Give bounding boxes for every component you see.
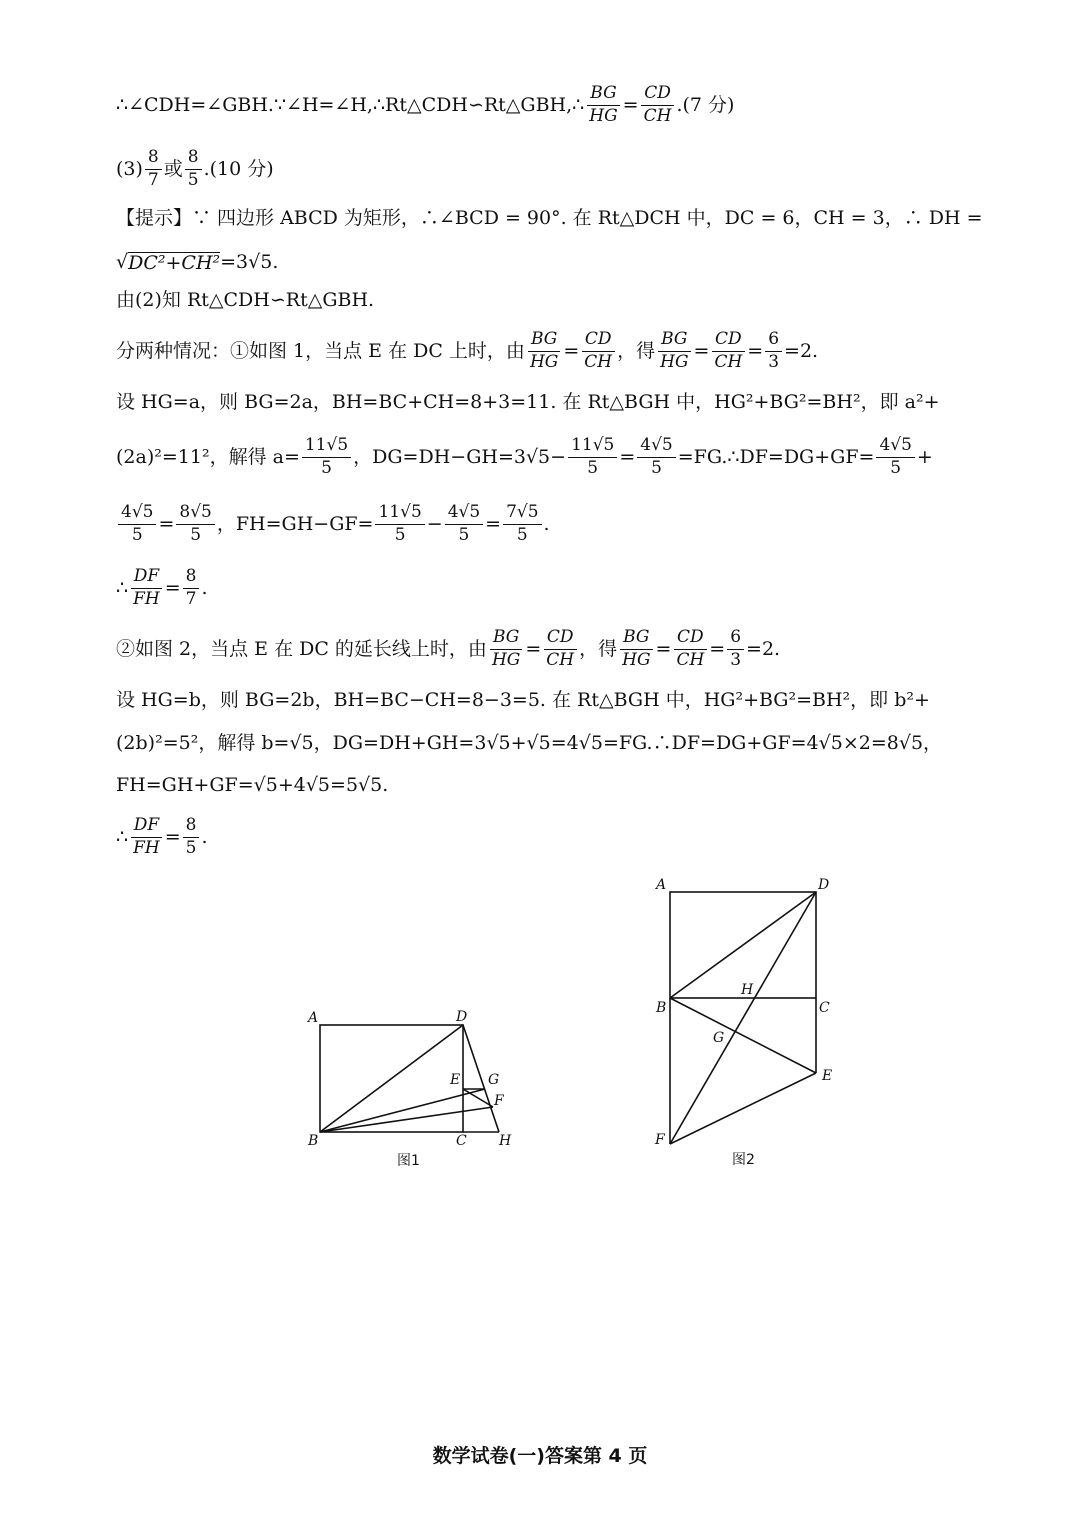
segment-bg xyxy=(320,1089,485,1132)
equals: = xyxy=(709,637,726,660)
equals: = xyxy=(563,339,580,362)
denominator: 5 xyxy=(190,524,202,545)
numerator: 4√5 xyxy=(637,436,675,458)
equals: = xyxy=(485,512,502,535)
text-segment: 分两种情况：①如图 1，当点 E 在 DC 上时，由 xyxy=(116,339,525,362)
denominator: 5 xyxy=(321,457,332,478)
point-label-b: B xyxy=(308,1133,319,1149)
denominator: 5 xyxy=(587,457,599,478)
denominator: 5 xyxy=(185,837,197,858)
numerator: DF xyxy=(131,567,162,589)
equals: = xyxy=(655,637,672,660)
denominator: CH xyxy=(584,351,613,372)
text-segment: 由(2)知 Rt△CDH∽Rt△GBH. xyxy=(116,289,375,311)
text-segment: ，得 xyxy=(579,637,618,660)
fraction-8-5 xyxy=(185,148,202,190)
numerator: 8 xyxy=(145,148,162,170)
numerator: 6 xyxy=(765,330,782,352)
equals: = xyxy=(622,93,639,116)
equals: = xyxy=(693,339,710,362)
text-segment: ，DG=DH−GH=3√5− xyxy=(353,445,567,468)
point-label-e: E xyxy=(450,1072,461,1088)
fraction xyxy=(130,816,163,858)
point-label-b: B xyxy=(656,1000,667,1016)
text-segment: 或 xyxy=(163,157,183,180)
point-label-d: D xyxy=(456,1009,468,1025)
case1-intro-line xyxy=(116,330,818,372)
text-segment: .(7 分) xyxy=(676,93,735,116)
denominator: 7 xyxy=(185,588,197,609)
fraction xyxy=(118,503,156,545)
figure-2 xyxy=(650,872,850,1176)
case1-conclusion xyxy=(116,567,208,609)
minus: − xyxy=(426,512,443,535)
case1-line-4 xyxy=(116,503,550,545)
fraction xyxy=(581,330,615,372)
fraction xyxy=(876,436,914,478)
fraction xyxy=(130,567,163,609)
numerator: 4√5 xyxy=(118,503,156,525)
segment-bd xyxy=(320,1025,463,1132)
fraction xyxy=(183,567,200,609)
point-label-a: A xyxy=(656,877,667,893)
numerator: CD xyxy=(582,330,615,352)
case2-intro-line xyxy=(116,628,780,670)
numerator: CD xyxy=(712,330,745,352)
fraction xyxy=(711,330,745,372)
point-label-h: H xyxy=(499,1133,512,1149)
figure-caption: 图2 xyxy=(732,1152,755,1168)
point-label-c: C xyxy=(819,1000,830,1016)
hint-line-1 xyxy=(116,209,983,228)
denominator: FH xyxy=(133,588,160,609)
numerator: BG xyxy=(587,84,619,106)
figure-caption: 图1 xyxy=(397,1153,420,1169)
text-segment: =FG.∴DF=DG+GF= xyxy=(677,445,875,468)
text-segment: (2a)²=11²，解得 a= xyxy=(116,445,300,468)
fraction xyxy=(637,436,675,478)
case2-line-4 xyxy=(116,776,388,795)
text-segment: =3√5. xyxy=(220,251,279,273)
denominator: CH xyxy=(643,105,672,126)
point-label-c: C xyxy=(456,1133,467,1149)
sqrt-sign: √ xyxy=(116,251,129,273)
text-segment: =2. xyxy=(746,637,781,660)
denominator: 5 xyxy=(890,457,902,478)
text-segment: 【提示】∵ 四边形 ABCD 为矩形，∴∠BCD = 90°. 在 Rt△DCH 中，DC = 6，CH = 3，∴ DH = xyxy=(116,207,983,229)
text-segment: + xyxy=(916,445,933,468)
equals: = xyxy=(158,512,175,535)
numerator: BG xyxy=(490,628,522,650)
denominator: 5 xyxy=(131,524,143,545)
denominator: CH xyxy=(546,649,575,670)
numerator: DF xyxy=(131,816,162,838)
denominator: HG xyxy=(622,649,651,670)
text-segment: ∴∠CDH=∠GBH.∵∠H=∠H,∴Rt△CDH∽Rt△GBH,∴ xyxy=(116,93,585,116)
denominator: HG xyxy=(589,105,618,126)
case2-line-3 xyxy=(116,734,942,753)
figure-1 xyxy=(300,1005,530,1174)
fraction xyxy=(568,436,617,478)
numerator: 6 xyxy=(727,628,744,650)
denominator: 5 xyxy=(516,524,528,545)
fraction xyxy=(727,628,744,670)
numerator: 4√5 xyxy=(876,436,914,458)
denominator: HG xyxy=(660,351,689,372)
denominator: 3 xyxy=(730,649,742,670)
therefore: ∴ xyxy=(116,825,129,848)
fraction xyxy=(657,330,691,372)
therefore: ∴ xyxy=(116,576,129,599)
radicand: DC²+CH² xyxy=(128,252,221,274)
equals: = xyxy=(747,339,764,362)
point-label-f: F xyxy=(494,1093,504,1109)
numerator: CD xyxy=(641,84,674,106)
figure-2-diagram xyxy=(650,872,850,1172)
text-segment: ②如图 2，当点 E 在 DC 的延长线上时，由 xyxy=(116,637,487,660)
fraction xyxy=(503,503,541,545)
fraction xyxy=(375,503,424,545)
text-segment: ，FH=GH−GF= xyxy=(216,512,374,535)
denominator: 5 xyxy=(458,524,470,545)
denominator: 5 xyxy=(394,524,406,545)
numerator: CD xyxy=(544,628,577,650)
figure-1-diagram xyxy=(300,1005,530,1170)
fraction-cd-ch xyxy=(641,84,675,126)
denominator: 5 xyxy=(651,457,662,478)
solution-line-1 xyxy=(116,84,734,126)
solution-line-2-part3 xyxy=(116,148,274,190)
point-label-d: D xyxy=(818,877,830,893)
numerator: 8√5 xyxy=(176,503,214,525)
equals: = xyxy=(164,825,181,848)
text-segment: =2. xyxy=(784,339,819,362)
numerator: 4√5 xyxy=(445,503,483,525)
text-segment: (3) xyxy=(116,157,143,180)
case1-line-3 xyxy=(116,436,933,478)
text-segment: . xyxy=(543,512,550,535)
fraction-8-7 xyxy=(145,148,162,190)
point-label-g: G xyxy=(713,1030,725,1046)
point-label-h: H xyxy=(741,982,754,998)
fraction xyxy=(176,503,214,545)
segment-df xyxy=(670,892,816,1144)
fraction xyxy=(527,330,561,372)
equals: = xyxy=(164,576,181,599)
point-label-e: E xyxy=(822,1068,833,1084)
denominator: CH xyxy=(714,351,743,372)
fraction xyxy=(765,330,782,372)
text-segment: FH=GH+GF=√5+4√5=5√5. xyxy=(116,774,389,796)
segment-ef xyxy=(463,1089,493,1107)
numerator: 8 xyxy=(183,816,200,838)
numerator: BG xyxy=(658,330,690,352)
denominator: 5 xyxy=(187,169,199,190)
case2-line-2 xyxy=(116,691,930,710)
text-segment: .(10 分) xyxy=(203,157,274,180)
fraction xyxy=(183,816,200,858)
text-segment: . xyxy=(201,576,208,599)
equals: = xyxy=(619,445,636,468)
numerator: 11√5 xyxy=(568,436,617,458)
fraction xyxy=(445,503,483,545)
denominator: 3 xyxy=(768,351,780,372)
segment-be xyxy=(670,998,816,1073)
numerator: 8 xyxy=(183,567,200,589)
denominator: FH xyxy=(133,837,160,858)
fraction xyxy=(543,628,577,670)
numerator: 8 xyxy=(185,148,202,170)
page-footer: 数学试卷(一)答案第 4 页 xyxy=(432,1445,648,1467)
point-label-f: F xyxy=(655,1132,665,1148)
fraction xyxy=(619,628,653,670)
numerator: 11√5 xyxy=(302,436,351,458)
denominator: HG xyxy=(529,351,559,372)
fraction xyxy=(673,628,707,670)
fraction xyxy=(489,628,523,670)
fraction xyxy=(302,436,351,478)
text-segment: 设 HG=b，则 BG=2b，BH=BC−CH=8−3=5. 在 Rt△BGH 中，HG²+BG²=BH²，即 b²+ xyxy=(116,689,930,711)
text-segment: ，得 xyxy=(617,339,656,362)
equals: = xyxy=(525,637,542,660)
point-label-a: A xyxy=(308,1010,319,1026)
numerator: 11√5 xyxy=(375,503,424,525)
case2-conclusion xyxy=(116,816,208,858)
point-label-g: G xyxy=(488,1072,500,1088)
numerator: CD xyxy=(674,628,707,650)
text-segment: (2b)²=5²，解得 b=√5，DG=DH+GH=3√5+√5=4√5=FG.∴DF=DG+GF=4√5×2=8√5， xyxy=(116,732,943,754)
text-segment: 设 HG=a，则 BG=2a，BH=BC+CH=8+3=11. 在 Rt△BGH 中，HG²+BG²=BH²，即 a²+ xyxy=(116,391,940,413)
segment-fe xyxy=(670,1073,816,1144)
case1-line-2 xyxy=(116,393,940,412)
fraction-bg-hg xyxy=(586,84,620,126)
hint-line-2 xyxy=(116,252,278,273)
numerator: 7√5 xyxy=(503,503,541,525)
denominator: CH xyxy=(676,649,705,670)
segment-bf xyxy=(320,1107,493,1132)
numerator: BG xyxy=(620,628,652,650)
text-segment: . xyxy=(201,825,208,848)
denominator: 7 xyxy=(147,169,159,190)
denominator: HG xyxy=(491,649,521,670)
hint-line-3 xyxy=(116,291,374,310)
numerator: BG xyxy=(528,330,560,352)
